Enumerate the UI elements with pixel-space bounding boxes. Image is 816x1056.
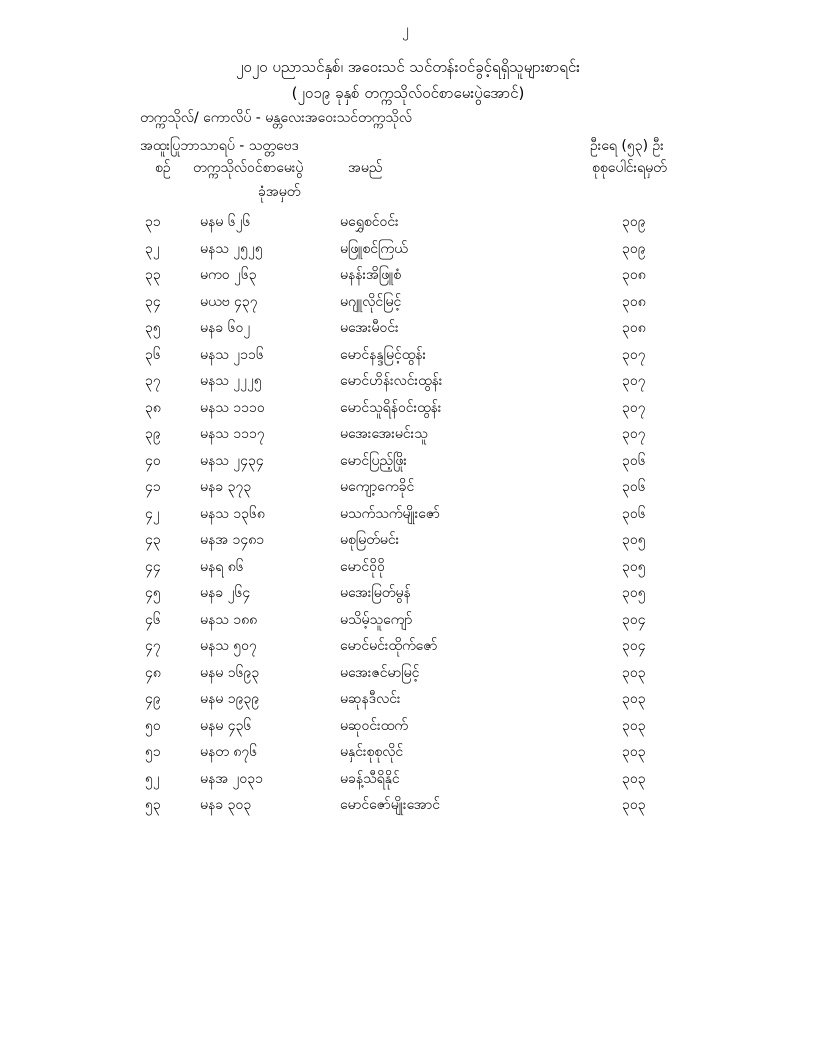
row-roll-number: မနခ ၆၀၂ <box>200 320 251 336</box>
table-row <box>0 292 816 319</box>
row-roll-number: မနခ ၃၇၃ <box>200 479 252 495</box>
header-serial: စဉ် <box>155 160 171 176</box>
row-name: မောင်နန္ဒမြင့်ထွန်း <box>340 346 427 363</box>
table-row <box>0 371 816 398</box>
row-name: မအေးမြတ်မွန် <box>340 585 411 601</box>
row-roll-number: မနသ ၂၂၂၅ <box>200 373 262 389</box>
row-roll-number: မနသ ၂၄၃၄ <box>200 452 264 469</box>
row-serial: ၃၅ <box>145 320 161 336</box>
table-row <box>0 345 816 372</box>
row-name: မောင်ဇော်မျိုးအောင် <box>340 797 441 813</box>
row-total-marks: ၃၀၆ <box>622 452 646 469</box>
row-name: မကျော့ကေခိုင် <box>340 479 415 495</box>
row-serial: ၅၂ <box>145 770 160 787</box>
table-row <box>0 530 816 557</box>
table-row <box>0 769 816 796</box>
table-row <box>0 689 816 716</box>
row-total-marks: ၃၀၃ <box>622 744 646 760</box>
table-row <box>0 504 816 531</box>
row-serial: ၃၈ <box>145 399 161 416</box>
row-roll-number: မနအ ၁၄၈၁ <box>200 532 265 548</box>
row-serial: ၃၁ <box>145 214 161 230</box>
row-serial: ၃၉ <box>145 426 161 442</box>
row-serial: ၅၃ <box>145 797 161 813</box>
row-name: မဆုဝင်းထက် <box>340 717 408 734</box>
row-total-marks: ၃၀၉ <box>622 214 646 230</box>
row-serial: ၃၇ <box>145 373 161 389</box>
row-name: မဖြူစင်ကြယ် <box>340 240 408 257</box>
row-serial: ၄၉ <box>145 691 161 707</box>
row-total-marks: ၃၀၆ <box>622 479 646 495</box>
table-row <box>0 265 816 292</box>
row-name: မအေးမီဝင်း <box>340 320 399 336</box>
row-serial: ၄၆ <box>145 611 161 628</box>
row-total-marks: ၃၀၅ <box>622 558 646 575</box>
table-row <box>0 451 816 478</box>
row-roll-number: မနသ ၅၀၇ <box>200 638 257 654</box>
row-total-marks: ၃၀၄ <box>622 638 646 654</box>
row-roll-number: မနမ ၁၉၃၉ <box>200 691 260 707</box>
table-row <box>0 742 816 769</box>
header-total-marks: စုစုပေါင်းရမှတ် <box>592 160 667 176</box>
row-serial: ၄၄ <box>145 558 161 575</box>
row-roll-number: မနသ ၁၈၈ <box>200 611 258 628</box>
row-name: မောင်သူရိန်ဝင်းထွန်း <box>340 399 442 416</box>
row-total-marks: ၃၀၅ <box>622 532 646 548</box>
row-name: မောင်ပြည့်ဖြိုး <box>340 452 407 469</box>
row-total-marks: ၃၀၄ <box>622 611 646 628</box>
row-roll-number: မနတ ၈၇၆ <box>200 744 258 760</box>
row-name: မအေးအေးမင်းသူ <box>340 426 428 442</box>
table-row <box>0 557 816 584</box>
row-total-marks: ၃၀၈ <box>622 293 646 310</box>
table-row <box>0 398 816 425</box>
row-roll-number: မနရ ၈၆ <box>200 558 244 575</box>
total-count: ဦးရေ (၅၃) ဦး <box>590 138 664 154</box>
row-roll-number: မနခ ၃၀၃ <box>200 797 252 813</box>
row-roll-number: မနခ ၂၆၄ <box>200 585 251 601</box>
row-total-marks: ၃၀၃ <box>622 664 646 681</box>
row-name: မသိမ့်သူကျော် <box>340 611 413 628</box>
table-row <box>0 663 816 690</box>
university-line: တက္ကသိုလ်/ ကောလိပ် - မန္တလေးအဝေးသင်တက္ကသိုလ် <box>140 110 412 126</box>
row-name: မဂျူလိုင်မြင့် <box>340 293 402 310</box>
row-total-marks: ၃၀၈ <box>622 320 646 336</box>
major-line: အထူးပြုဘာသာရပ် - သတ္တဗေဒ <box>140 138 299 154</box>
row-roll-number: မက၀ ၂၆၃ <box>200 267 257 283</box>
row-total-marks: ၃၀၇ <box>622 399 646 416</box>
table-row <box>0 212 816 239</box>
row-serial: ၃၆ <box>145 346 161 363</box>
table-row <box>0 583 816 610</box>
row-roll-number: မနသ ၁၁၁၇ <box>200 426 265 442</box>
row-name: မနန်းအိဖြူစံ <box>340 267 402 283</box>
row-roll-number: မနသ ၁၁၁၀ <box>200 399 265 416</box>
page-subtitle: (၂၀၁၉ ခုနှစ် တက္ကသိုလ်ဝင်စာမေးပွဲအောင်) <box>291 84 525 102</box>
row-total-marks: ၃၀၃ <box>622 797 646 813</box>
row-total-marks: ၃၀၃ <box>622 717 646 734</box>
row-serial: ၄၅ <box>145 585 161 601</box>
row-name: မအေးဇင်မာမြင့် <box>340 664 420 681</box>
row-roll-number: မနအ ၂၀၃၁ <box>200 770 264 787</box>
table-row <box>0 318 816 345</box>
row-roll-number: မယဗ ၄၃၇ <box>200 293 258 310</box>
row-name: မခန့်သီရိနိုင် <box>340 770 400 787</box>
row-serial: ၄၂ <box>145 505 160 522</box>
row-total-marks: ၃၀၆ <box>622 505 646 522</box>
row-serial: ၄၈ <box>145 664 161 681</box>
row-serial: ၄၇ <box>145 638 161 654</box>
row-roll-number: မနမ ၁၆၉၃ <box>200 664 260 681</box>
table-row <box>0 716 816 743</box>
row-roll-number: မနမ ၆၂၆ <box>200 214 251 230</box>
row-total-marks: ၃၀၈ <box>622 267 646 283</box>
header-roll-number-line2: ခုံအမှတ် <box>258 184 301 200</box>
row-roll-number: မနသ ၂၅၂၅ <box>200 240 263 257</box>
row-roll-number: မနသ ၂၁၁၆ <box>200 346 264 363</box>
row-total-marks: ၃၀၇ <box>622 373 646 389</box>
table-row <box>0 636 816 663</box>
row-total-marks: ၃၀၃ <box>622 691 646 707</box>
row-serial: ၃၂ <box>145 240 160 257</box>
row-name: မသက်သက်မျိုးဇော် <box>340 505 440 522</box>
table-row <box>0 610 816 637</box>
row-serial: ၅၀ <box>145 717 161 734</box>
row-serial: ၄၁ <box>145 479 161 495</box>
header-name: အမည် <box>348 160 383 176</box>
row-roll-number: မနမ ၄၃၆ <box>200 717 252 734</box>
row-total-marks: ၃၀၇ <box>622 346 646 363</box>
page-title: ၂၀၂၀ ပညာသင်နှစ်၊ အဝေးသင် သင်တန်းဝင်ခွင့်ရရှိသူများစာရင်း <box>236 58 580 76</box>
row-serial: ၄၃ <box>145 532 161 548</box>
row-name: မောင်ဟိန်းလင်းထွန်း <box>340 373 443 389</box>
page-number: ၂ <box>402 22 409 38</box>
header-roll-number: တက္ကသိုလ်ဝင်စာမေးပွဲ <box>193 160 304 176</box>
row-name: မဆုနဒီလင်း <box>340 691 401 707</box>
row-total-marks: ၃၀၃ <box>622 770 646 787</box>
row-name: မောင်မင်းထိုက်ဇော် <box>340 638 438 654</box>
row-total-marks: ၃၀၉ <box>622 240 646 257</box>
row-name: မောင်ဝိုဝို <box>340 558 385 575</box>
results-table <box>0 212 816 822</box>
row-serial: ၅၁ <box>145 744 161 760</box>
row-total-marks: ၃၀၅ <box>622 585 646 601</box>
row-serial: ၃၃ <box>145 267 161 283</box>
row-total-marks: ၃၀၇ <box>622 426 646 442</box>
table-row <box>0 424 816 451</box>
table-row <box>0 795 816 822</box>
row-serial: ၄၀ <box>145 452 161 469</box>
row-name: မရွှေစင်ဝင်း <box>340 214 399 230</box>
row-roll-number: မနသ ၁၃၆၈ <box>200 505 265 522</box>
row-name: မနှင်းစုစုလိုင် <box>340 744 404 760</box>
row-name: မစုမြတ်မင်း <box>340 532 400 548</box>
table-row <box>0 477 816 504</box>
table-row <box>0 239 816 266</box>
row-serial: ၃၄ <box>145 293 161 310</box>
